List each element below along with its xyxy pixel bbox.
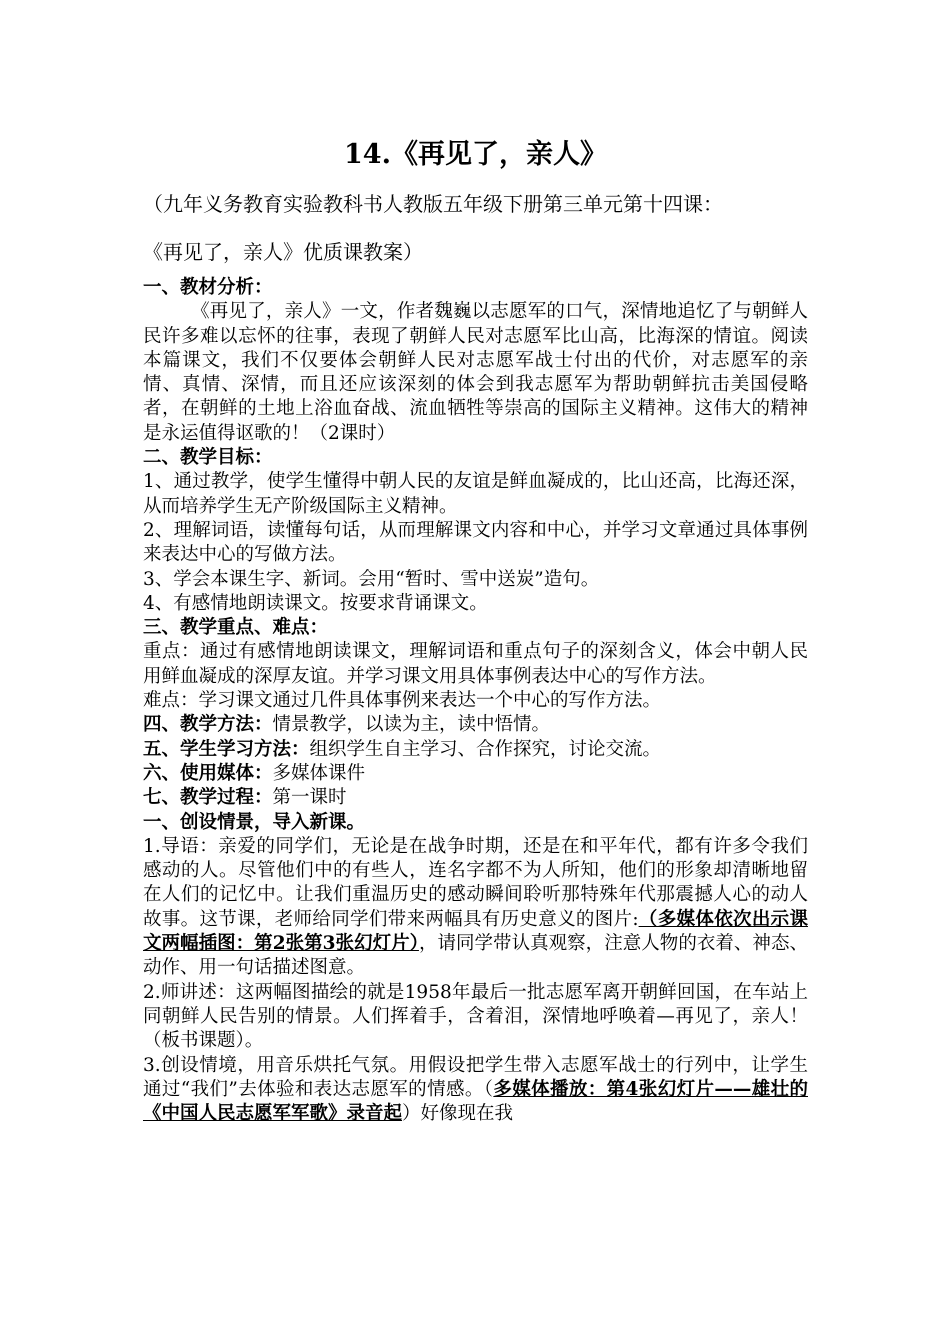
- process-label: 七、教学过程：: [143, 787, 273, 809]
- media-note-1: （多媒体依次出示课文两幅插图：第2张第3张幻灯片）: [143, 908, 808, 955]
- intro-p1-tail: ，请同学带认真观察，注意人物的衣着、神态、动作、用一句话描述图意。: [143, 933, 808, 979]
- section-heading-keypoints: 三、教学重点、难点：: [143, 617, 329, 639]
- goal-item: 1、通过教学，使学生懂得中朝人民的友谊是鲜血凝成的，比山还高，比海还深，从而培养学生无产阶级国际主义精神。: [143, 471, 808, 517]
- subtitle-line-1: （九年义务教育实验教科书人教版五年级下册第三单元第十四课：: [143, 192, 723, 216]
- media-text: 多媒体课件: [272, 762, 366, 784]
- media-note-2: 多媒体播放：第4张幻灯片——雄壮的《中国人民志愿军军歌》录音起: [143, 1078, 808, 1125]
- intro-p1-text: 1.导语：亲爱的同学们，无论是在战争时期，还是在和平年代，都有许多令我们感动的人。尽管他们中的有些人，连名字都不为人所知，他们的形象却清晰地留在人们的记忆中。让我们重温历史的感动瞬间聆听那特殊年代那震撼人心的动人故事。这节课，老师给同学们带来两幅具有历史意义的图片:: [143, 835, 808, 930]
- section-heading-goals: 二、教学目标：: [143, 447, 273, 469]
- intro-paragraph-1: [143, 835, 808, 981]
- media-line: [143, 762, 808, 786]
- intro-paragraph-3: [143, 1054, 808, 1127]
- learning-method-line: [143, 738, 808, 762]
- teaching-method-line: [143, 713, 808, 737]
- section-heading-intro: 一、创设情景，导入新课。: [143, 811, 366, 833]
- goal-item: 2、理解词语，读懂每句话，从而理解课文内容和中心，并学习文章通过具体事例来表达中心的写做方法。: [143, 519, 808, 566]
- goal-item: 3、学会本课生字、新词。会用“暂时、雪中送炭”造句。: [143, 568, 600, 590]
- subtitle-line-2: 《再见了，亲人》优质课教案）: [143, 240, 423, 264]
- process-line: [143, 786, 808, 810]
- intro-p3-text: 3.创设情境，用音乐烘托气氛。用假设把学生带入志愿军战士的行列中，让学生通过“我们”去体验和表达志愿军的情感。（: [143, 1054, 808, 1100]
- learning-method-text: 组织学生自主学习、合作探究，讨论交流。: [309, 738, 662, 760]
- intro-p3-tail: ）好像现在我: [402, 1103, 514, 1125]
- document-body: [143, 276, 808, 1126]
- key-point-paragraph: 重点：通过有感情地朗读课文，理解词语和重点句子的深刻含义，体会中朝人民用鲜血凝成的深厚友谊。并学习课文用具体事例表达中心的写作方法。: [143, 641, 808, 687]
- teaching-method-label: 四、教学方法：: [143, 714, 273, 736]
- page-title: 14.《再见了，亲人》: [344, 139, 607, 170]
- goal-item: 4、有感情地朗读课文。按要求背诵课文。: [143, 592, 488, 614]
- analysis-paragraph: 《再见了，亲人》一文，作者魏巍以志愿军的口气，深情地追忆了与朝鲜人民许多难以忘怀的往事，表现了朝鲜人民对志愿军比山高，比海深的情谊。阅读本篇课文，我们不仅要体会朝鲜人民对志愿军战士付出的代价，对志愿军的亲情、真情、深情，而且还应该深刻的体会到我志愿军为帮助朝鲜抗击美国侵略者，在朝鲜的土地上浴血奋战、流血牺牲等崇高的国际主义精神。这伟大的精神是永运值得讴歌的！（2课时）: [143, 301, 808, 444]
- learning-method-label: 五、学生学习方法：: [143, 738, 310, 760]
- process-text: 第一课时: [272, 787, 347, 809]
- section-heading-analysis: 一、教材分析：: [143, 277, 273, 298]
- intro-paragraph-2: 2.师讲述：这两幅图描绘的就是1958年最后一批志愿军离开朝鲜回国，在车站上同朝鲜人民告别的情景。人们挥着手，含着泪，深情地呼唤着—再见了，亲人！（板书课题）。: [143, 981, 808, 1052]
- difficult-point-paragraph: 难点：学习课文通过几件具体事例来表达一个中心的写作方法。: [143, 690, 662, 712]
- teaching-method-text: 情景教学，以读为主，读中悟情。: [272, 714, 551, 736]
- media-label: 六、使用媒体：: [143, 762, 273, 784]
